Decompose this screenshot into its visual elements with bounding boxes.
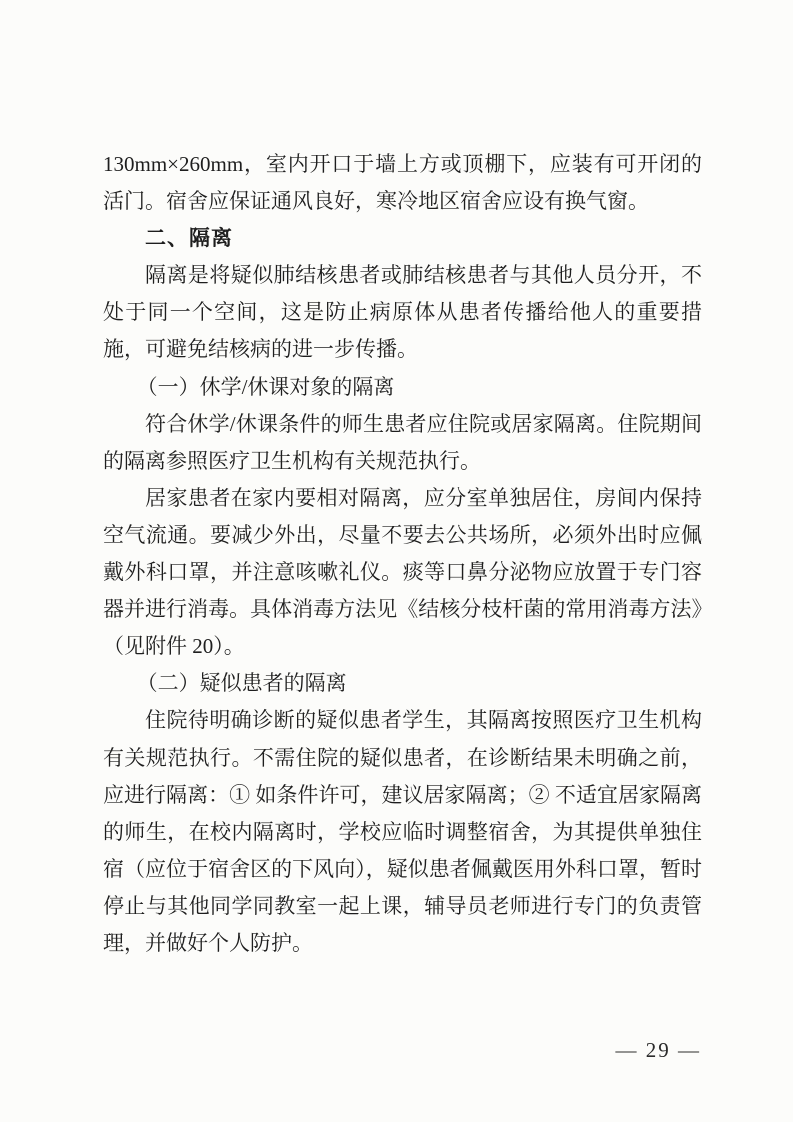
section-heading-isolation: 二、隔离 [145, 227, 233, 251]
document-body [103, 146, 702, 962]
page-number: — 29 — [615, 1038, 701, 1062]
paragraph-home-isolation: 居家患者在家内要相对隔离，应分室单独居住，房间内保持空气流通。要减少外出，尽量不要去公共场所，必须外出时应佩戴外科口罩，并注意咳嗽礼仪。痰等口鼻分泌物应放置于专门容器并进行消毒。具体消毒方法见《结核分枝杆菌的常用消毒方法》（见附件 20）。 [103, 485, 702, 659]
paragraph-isolation-definition: 隔离是将疑似肺结核患者或肺结核患者与其他人员分开，不处于同一个空间，这是防止病原体从患者传播给他人的重要措施，可避免结核病的进一步传播。 [103, 263, 702, 362]
paragraph-suspected-isolation: 住院待明确诊断的疑似患者学生，其隔离按照医疗卫生机构有关规范执行。不需住院的疑似患者，在诊断结果未明确之前，应进行隔离：① 如条件许可，建议居家隔离；② 不适宜居家隔离的师生，在校内隔离时，学校应临时调整宿舍，为其提供单独住宿（应位于宿舍区的下风向），疑似患者佩戴医用外科口罩，暂时停止与其他同学同教室一起上课，辅导员老师进行专门的负责管理，并做好个人防护。 [103, 708, 702, 955]
paragraph-continuation: 130mm×260mm，室内开口于墙上方或顶棚下，应装有可开闭的活门。宿舍应保证通风良好，寒冷地区宿舍应设有换气窗。 [103, 152, 702, 214]
sub-heading-suspension-targets: （一）休学/休课对象的隔离 [136, 374, 395, 399]
sub-heading-suspected-patients: （二）疑似患者的隔离 [136, 671, 347, 696]
paragraph-suspension-isolation: 符合休学/休课条件的师生患者应住院或居家隔离。住院期间的隔离参照医疗卫生机构有关规范执行。 [103, 411, 702, 473]
